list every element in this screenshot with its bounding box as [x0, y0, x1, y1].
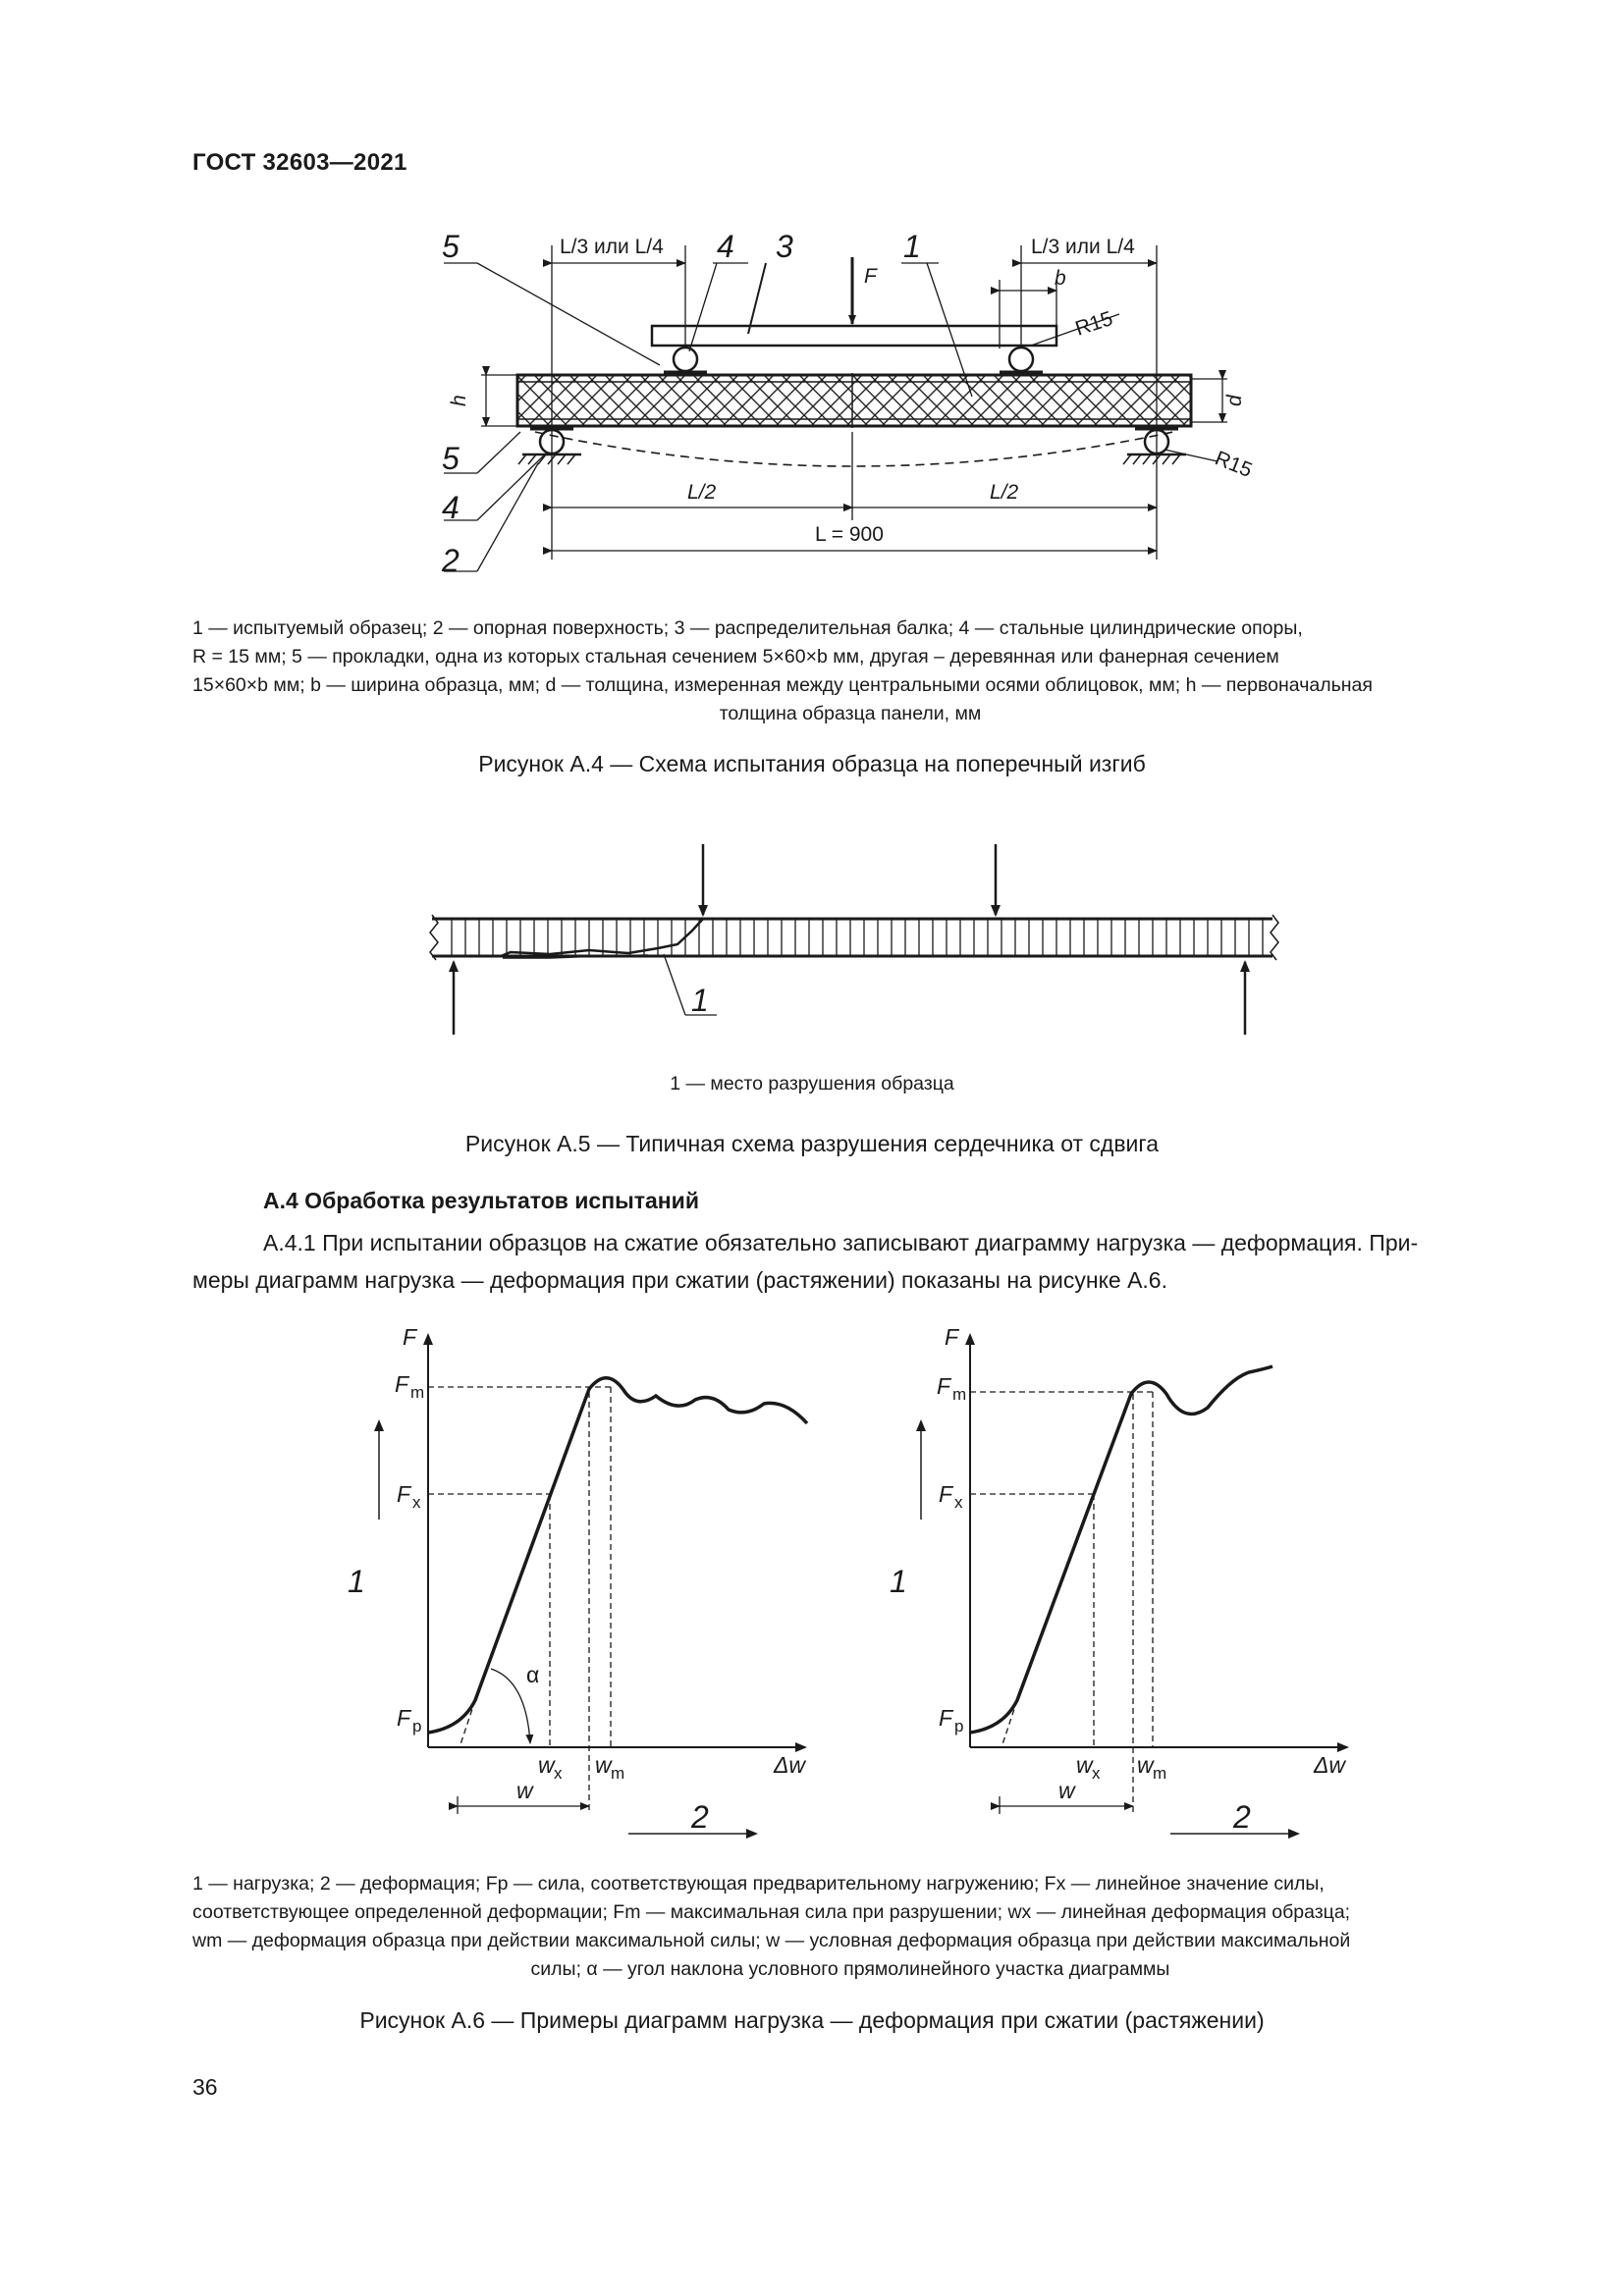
figure-a5-legend: 1 — место разрушения образца [670, 1073, 954, 1095]
right-fx-label: F [939, 1481, 953, 1507]
page-number: 36 [192, 2074, 218, 2100]
left-alpha-label: α [526, 1662, 540, 1687]
left-wm-label: w [595, 1752, 612, 1778]
left-x-axis-label: Δw [774, 1752, 806, 1778]
left-fx-sub: x [412, 1493, 421, 1512]
figure-a4-legend [192, 614, 1508, 728]
fig-a4-label-1-top: 1 [903, 229, 921, 264]
left-fp-sub: p [412, 1717, 422, 1735]
right-wx-label: w [1076, 1752, 1093, 1778]
left-label-1: 1 [348, 1564, 365, 1599]
left-fx-label: F [397, 1481, 411, 1507]
fig-a4-span-left: L/3 или L/4 [560, 236, 664, 258]
fig-a4-r15-bottom: R15 [1212, 447, 1256, 483]
fig-a4-r15-top: R15 [1072, 306, 1116, 341]
figure-a4-caption: Рисунок А.4 — Схема испытания образца на поперечный изгиб [478, 751, 1146, 776]
left-wm-sub: m [611, 1764, 625, 1783]
right-fm-label: F [937, 1373, 951, 1399]
right-x-axis-label: Δw [1314, 1752, 1346, 1778]
figure-a6-legend [192, 1870, 1508, 1984]
right-w-label: w [1058, 1778, 1075, 1803]
fig-a5-label-1: 1 [691, 983, 709, 1018]
chart-right [921, 1335, 1347, 1834]
figure-a6-caption: Рисунок А.6 — Примеры диаграмм нагрузка — деформация при сжатии (растяжении) [359, 2007, 1265, 2033]
paragraph-line: А.4.1 При испытании образцов на сжатие обязательно записывают диаграмму нагрузка — деформация. При- [263, 1230, 1419, 1255]
left-fm-label: F [395, 1371, 409, 1397]
fig-a4-label-4-bottom: 4 [442, 490, 460, 525]
right-fp-label: F [939, 1705, 953, 1731]
left-fp-label: F [397, 1705, 411, 1731]
specimen-panel [517, 375, 1191, 426]
legend-line: 15×60×b мм; b — ширина образца, мм; d — толщина, измеренная между центральными осями облицовок, мм; h — первоначальная [192, 674, 1373, 696]
legend-line: R = 15 мм; 5 — прокладки, одна из которых стальная сечением 5×60×b мм, другая – деревянная или фанерная сечением [192, 646, 1279, 667]
fig-a4-half-left: L/2 [687, 481, 717, 504]
left-fm-sub: m [410, 1383, 425, 1402]
fig-a4-total-length: L = 900 [815, 523, 884, 546]
right-wx-sub: x [1092, 1764, 1101, 1783]
fig-a4-span-right: L/3 или L/4 [1031, 236, 1135, 258]
legend-line: wm — деформация образца при действии максимальной силы; w — условная деформация образца при действии максимальной [192, 1930, 1351, 1951]
right-fm-sub: m [952, 1385, 967, 1404]
fig-a4-d-label: d [1223, 395, 1246, 406]
fig-a4-label-5-bottom: 5 [442, 441, 460, 476]
legend-line: соответствующее определенной деформации; Fm — максимальная сила при разрушении; wx — линейная деформация образца; [192, 1901, 1351, 1923]
fig-a4-b-label: b [1055, 267, 1066, 290]
right-fx-sub: x [954, 1493, 963, 1512]
left-w-label: w [516, 1778, 533, 1803]
distribution-beam [652, 326, 1056, 346]
paragraph-line: меры диаграмм нагрузка — деформация при сжатии (растяжении) показаны на рисунке А.6. [192, 1267, 1167, 1293]
right-label-1: 1 [890, 1564, 907, 1599]
figure-a4-diagram [0, 0, 1624, 609]
fig-a4-half-right: L/2 [990, 481, 1019, 504]
figure-a6-diagram [0, 1315, 1624, 1845]
right-wm-label: w [1137, 1752, 1154, 1778]
fig-a4-h-label: h [448, 395, 470, 406]
figure-a5-diagram [0, 834, 1624, 1050]
legend-line: 1 — испытуемый образец; 2 — опорная поверхность; 3 — распределительная балка; 4 — стальные цилиндрические опоры, [192, 617, 1303, 639]
fig-a4-label-3-top: 3 [776, 229, 793, 264]
legend-line: 1 — нагрузка; 2 — деформация; Fp — сила, соответствующая предварительному нагружению; Fx — линейное значение силы, [192, 1873, 1325, 1895]
fig-a4-label-5-top: 5 [442, 229, 460, 264]
legend-line: толщина образца панели, мм [719, 703, 982, 724]
right-fp-sub: p [954, 1717, 964, 1735]
right-y-axis-label: F [945, 1324, 959, 1350]
figure-a5-caption: Рисунок А.5 — Типичная схема разрушения сердечника от сдвига [464, 1131, 1160, 1156]
right-wm-sub: m [1153, 1764, 1167, 1783]
right-label-2: 2 [1233, 1799, 1251, 1835]
section-paragraph [192, 1224, 1508, 1299]
left-label-2: 2 [691, 1799, 709, 1835]
document-header: ГОСТ 32603—2021 [192, 149, 407, 176]
section-heading: А.4 Обработка результатов испытаний [263, 1188, 699, 1213]
chart-left [379, 1335, 807, 1834]
left-y-axis-label: F [403, 1324, 417, 1350]
fig-a4-label-4-top: 4 [717, 229, 734, 264]
left-wx-label: w [538, 1752, 555, 1778]
fig-a4-force-label: F [864, 265, 877, 288]
fig-a4-label-2-bottom: 2 [442, 543, 460, 578]
left-wx-sub: x [554, 1764, 563, 1783]
legend-line: силы; α — угол наклона условного прямолинейного участка диаграммы [530, 1958, 1170, 1980]
